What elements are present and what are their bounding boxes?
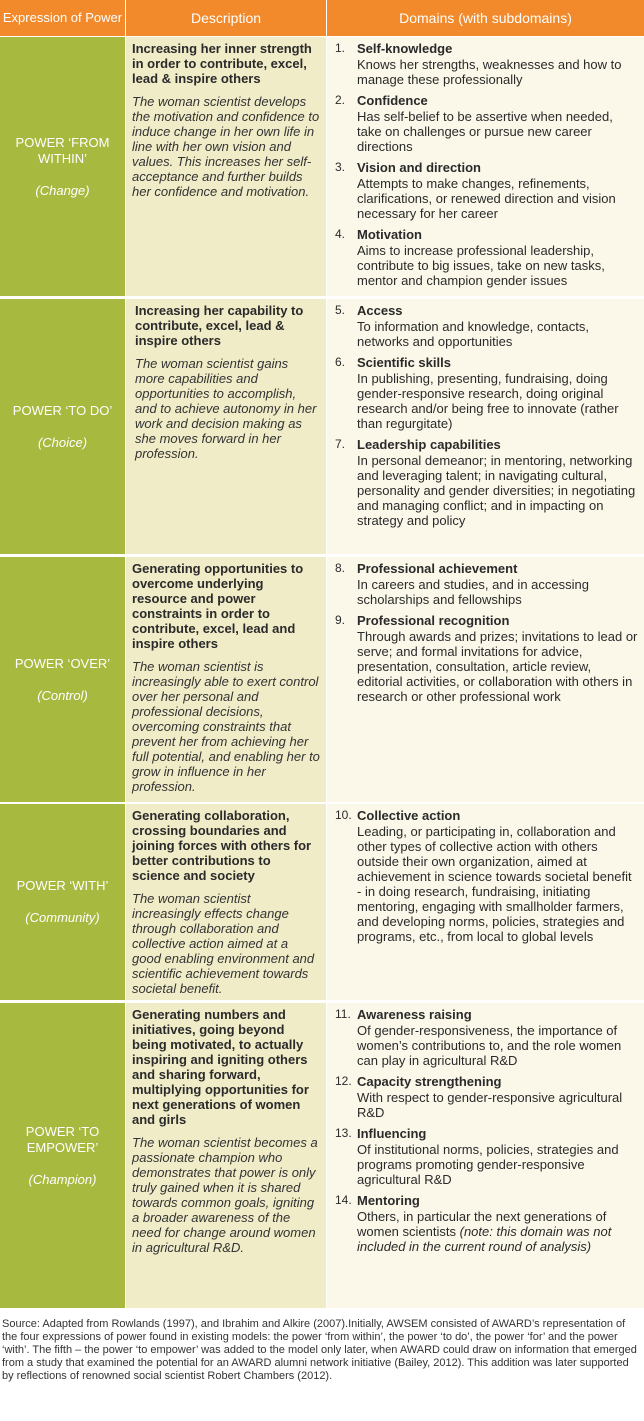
domain-item: [335, 561, 638, 607]
description-heading: Generating opportunities to overcome underlying resource and power constraints in order to contribute, excel, lead and inspire others: [132, 561, 304, 651]
domain-title: Self-knowledge: [357, 41, 453, 56]
description-text: The woman scientist increasingly effects change through collaboration and collective action aimed at a good enabling environment and scientific achievement towards societal benefit.: [132, 891, 315, 996]
power-cell: [0, 299, 125, 554]
domain-item: [335, 303, 638, 349]
domain-item: [335, 160, 638, 221]
domain-item: [335, 1193, 638, 1254]
domains-cell: [327, 37, 644, 296]
domain-title: Motivation: [357, 227, 422, 242]
domain-title: Professional achievement: [357, 561, 518, 576]
domain-item: [335, 1007, 638, 1068]
power-label: POWER ‘FROM WITHIN’: [15, 134, 110, 166]
domain-text: Leading, or participating in, collaboration and other types of collective action with others outside their own organization, aimed at achievement in science towards societal benefit - in doing research, fundraising, initiating mentoring, engaging with smallholder farmers, and developing norms, policies, strategies and programs, etc., from local to global levels: [357, 824, 632, 944]
domain-item: [335, 437, 638, 528]
domain-title: Awareness raising: [357, 1007, 472, 1022]
domain-title: Vision and direction: [357, 160, 482, 175]
domain-title: Mentoring: [357, 1193, 420, 1208]
domain-number: 5.: [335, 303, 346, 317]
domain-number: 4.: [335, 227, 346, 241]
domain-text: Knows her strengths, weaknesses and how to manage these professionally: [357, 57, 622, 87]
domain-title: Access: [357, 303, 403, 318]
domain-title: Confidence: [357, 93, 428, 108]
domain-title: Professional recognition: [357, 613, 510, 628]
domain-text: To information and knowledge, contacts, networks and opportunities: [357, 319, 589, 349]
domain-item: [335, 227, 638, 288]
domains-cell: [327, 557, 644, 802]
domain-number: 8.: [335, 561, 346, 575]
domain-text: Has self-belief to be assertive when needed, take on challenges or pursue new career directions: [357, 109, 613, 154]
description-cell: [126, 299, 326, 554]
description-text: The woman scientist gains more capabilities and opportunities to accomplish, and to achieve autonomy in her work and decision making as she moves forward in her profession.: [135, 356, 317, 461]
description-cell: [126, 557, 326, 802]
domain-number: 6.: [335, 355, 346, 369]
power-cell: [0, 1003, 125, 1308]
domain-text: Aims to increase professional leadership, contribute to big issues, take on new tasks, mentor and champion gender issues: [357, 243, 605, 288]
domains-cell: [327, 1003, 644, 1308]
power-label: POWER ‘TO DO’: [12, 402, 113, 418]
domain-text: In personal demeanor; in mentoring, networking and leveraging talent; in navigating cultural, personality and gender diversities; in negotiating and managing conflict; and in impacting on strategy and policy: [357, 453, 636, 528]
description-heading: Increasing her inner strength in order to contribute, excel, lead & inspire others: [132, 41, 312, 86]
description-heading: Generating numbers and initiatives, going beyond being motivated, to actually inspiring and igniting others and sharing forward, multiplying opportunities for next generations of women and girls: [132, 1007, 309, 1127]
power-cell: [0, 557, 125, 802]
domains-cell: [327, 299, 644, 554]
power-cell: [0, 804, 125, 1000]
header-domains: Domains (with subdomains): [327, 0, 644, 36]
power-mode: (Control): [37, 687, 88, 703]
domain-number: 14.: [335, 1193, 352, 1207]
domain-text: Of institutional norms, policies, strategies and programs promoting gender-responsive agricultural R&D: [357, 1142, 619, 1187]
power-cell: [0, 37, 125, 296]
domain-title: Leadership capabilities: [357, 437, 501, 452]
table-row-to-do: [0, 299, 644, 554]
domain-number: 9.: [335, 613, 346, 627]
power-label: POWER ‘TO EMPOWER’: [25, 1123, 100, 1155]
domain-text: [357, 1209, 638, 1254]
domain-number: 2.: [335, 93, 346, 107]
description-cell: [126, 37, 326, 296]
description-text: The woman scientist is increasingly able to exert control over her personal and professional decisions, overcoming constraints that prevent her from achieving her full potential, and enabling her to grow in influence in her profession.: [132, 659, 320, 794]
power-mode: (Community): [25, 910, 100, 925]
description-cell: [126, 1003, 326, 1308]
domain-number: 1.: [335, 41, 346, 55]
domain-number: 12.: [335, 1074, 352, 1088]
domains-cell: [327, 804, 644, 1000]
power-mode: (Choice): [37, 434, 88, 450]
description-text: The woman scientist develops the motivation and confidence to induce change in her own life in line with her own vision and values. This increases her self-acceptance and further builds her confidence and motivation.: [132, 94, 320, 199]
header-expression-of-power: Expression of Power: [0, 0, 125, 36]
power-mode: (Champion): [28, 1171, 97, 1187]
domain-text: Of gender-responsiveness, the importance of women’s contributions to, and the role women can play in agricultural R&D: [357, 1023, 622, 1068]
domain-item: [335, 355, 638, 431]
table-row-over: [0, 557, 644, 802]
domain-item: [335, 93, 638, 154]
domain-title: Capacity strengthening: [357, 1074, 502, 1089]
domain-title: Influencing: [357, 1126, 427, 1141]
domain-number: 3.: [335, 160, 346, 174]
domain-text: With respect to gender-responsive agricultural R&D: [357, 1090, 623, 1120]
domain-title: Collective action: [357, 808, 461, 823]
header-description: Description: [126, 0, 326, 36]
table-row-to-empower: [0, 1003, 644, 1308]
domain-item: [335, 1126, 638, 1187]
table-row-with: [0, 804, 644, 1000]
domain-number: 10.: [335, 808, 352, 822]
domain-text: In publishing, presenting, fundraising, doing gender-responsive research, doing original research and/or being free to innovate (rather than regurgitate): [357, 371, 619, 431]
power-label: POWER ‘OVER’: [14, 655, 111, 671]
domain-text-main: Others, in particular the next generations of women scientists: [357, 1209, 607, 1239]
table-row-from-within: [0, 37, 644, 296]
power-mode: (Change): [35, 182, 90, 198]
domain-item: [335, 808, 638, 944]
description-heading: Generating collaboration, crossing boundaries and joining forces with others for better contributions to science and society: [132, 808, 312, 883]
source-note: Source: Adapted from Rowlands (1997), and Ibrahim and Alkire (2007).Initially, AWSEM consisted of AWARD’s representation of the four expressions of power found in existing models: the power ‘from within’, the power ‘to do’, the power ‘for’ and the power ‘with’. The fifth – the power ‘to empower’ was added to the model only later, when AWARD could draw on information that emerged from a study that examined the potential for an AWARD alumni network initiative (Bailey, 2012). This addition was later supported by reflections of renowned social scientist Robert Chambers (2012).: [2, 1318, 637, 1382]
power-label: POWER ‘WITH’: [16, 878, 109, 893]
domain-text: Through awards and prizes; invitations to lead or serve; and formal invitations for advice, presentation, consultation, article review, editorial activities, or collaboration with others in research or other professional work: [357, 629, 638, 704]
domain-text: In careers and studies, and in accessing scholarships and fellowships: [357, 577, 589, 607]
domain-item: [335, 1074, 638, 1120]
domain-item: [335, 613, 638, 704]
domain-text: Attempts to make changes, refinements, clarifications, or renewed direction and vision necessary for her career: [357, 176, 616, 221]
domain-number: 11.: [335, 1007, 351, 1021]
description-heading: Increasing her capability to contribute, excel, lead & inspire others: [135, 303, 304, 348]
domain-title: Scientific skills: [357, 355, 451, 370]
domain-note: (note: this domain was not included in the current round of analysis): [357, 1224, 612, 1254]
domain-item: [335, 41, 638, 87]
domain-number: 7.: [335, 437, 346, 451]
description-text: The woman scientist becomes a passionate champion who demonstrates that power is only truly gained when it is shared towards common goals, igniting a broader awareness of the need for change around women in agricultural R&D.: [132, 1135, 318, 1255]
description-cell: [126, 804, 326, 1000]
domain-number: 13.: [335, 1126, 352, 1140]
